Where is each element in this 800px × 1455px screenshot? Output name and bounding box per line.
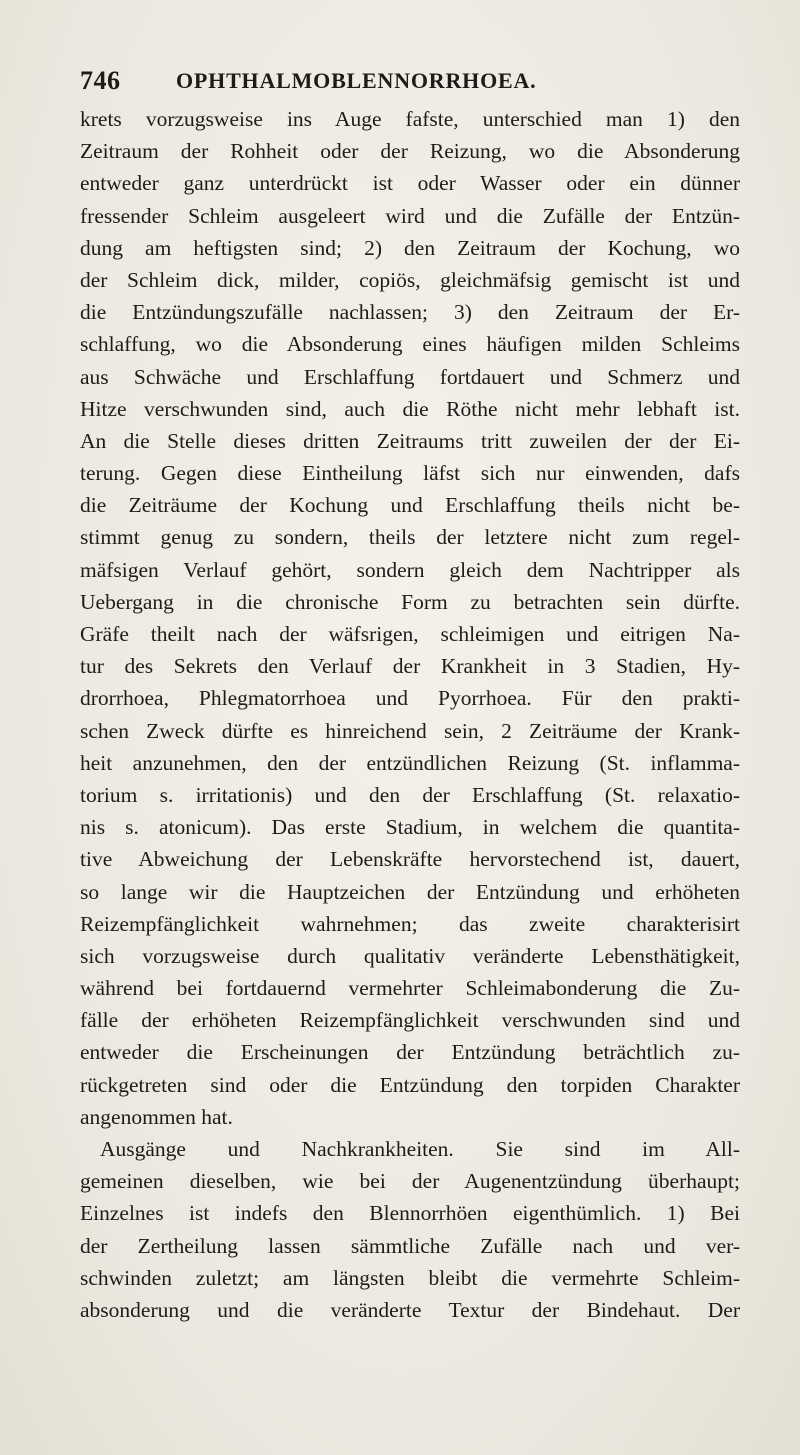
text-line: mäfsigen Verlauf gehört, sondern gleich dem Nachtripper als — [80, 557, 740, 582]
text-line: absonderung und die veränderte Textur der Bindehaut. Der — [80, 1297, 740, 1322]
text-line: Reizempfänglichkeit wahrnehmen; das zweite charakterisirt — [80, 911, 740, 936]
text-line: terung. Gegen diese Eintheilung läfst sich nur einwenden, dafs — [80, 461, 740, 486]
text-line: torium s. irritationis) und den der Erschlaffung (St. relaxatio- — [80, 782, 740, 807]
text-line: so lange wir die Hauptzeichen der Entzündung und erhöheten — [80, 879, 740, 904]
text-line: sich vorzugsweise durch qualitativ veränderte Lebensthätigkeit, — [80, 943, 740, 968]
text-line: rückgetreten sind oder die Entzündung den torpiden Charakter — [80, 1072, 740, 1097]
text-line: fälle der erhöheten Reizempfänglichkeit verschwunden sind und — [80, 1008, 740, 1033]
text-line: schen Zweck dürfte es hinreichend sein, 2 Zeiträume der Krank- — [80, 718, 740, 743]
text-line: krets vorzugsweise ins Auge fafste, unterschied man 1) den — [80, 107, 740, 131]
text-line: Hitze verschwunden sind, auch die Röthe nicht mehr lebhaft ist. — [80, 396, 740, 421]
text-line: tive Abweichung der Lebenskräfte hervorstechend ist, dauert, — [80, 847, 740, 872]
text-line: tur des Sekrets den Verlauf der Krankheit in 3 Stadien, Hy- — [80, 654, 740, 679]
text-line: aus Schwäche und Erschlaffung fortdauert und Schmerz und — [80, 364, 740, 389]
text-line: gemeinen dieselben, wie bei der Augenentzündung überhaupt; — [80, 1169, 740, 1194]
text-line: der Schleim dick, milder, copiös, gleichmäfsig gemischt ist und — [80, 267, 740, 292]
text-line: entweder die Erscheinungen der Entzündung beträchtlich zu- — [80, 1040, 740, 1065]
paragraph-end-line: angenommen hat. — [80, 1104, 233, 1129]
text-line: fressender Schleim ausgeleert wird und die Zufälle der Entzün- — [80, 203, 740, 228]
page-header — [80, 66, 740, 102]
text-line: schlaffung, wo die Absonderung eines häufigen milden Schleims — [80, 332, 740, 357]
section-heading-line: Ausgänge und Nachkrankheiten. Sie sind im All- — [100, 1137, 740, 1161]
text-line: die Zeiträume der Kochung und Erschlaffung theils nicht be- — [80, 493, 740, 518]
text-line: stimmt genug zu sondern, theils der letztere nicht zum regel- — [80, 525, 740, 550]
running-title: OPHTHALMOBLENNORRHOEA. — [176, 68, 537, 93]
text-line: An die Stelle dieses dritten Zeitraums tritt zuweilen der der Ei- — [80, 428, 740, 453]
text-line: Zeitraum der Rohheit oder der Reizung, wo die Absonderung — [80, 139, 740, 164]
text-line: während bei fortdauernd vermehrter Schleimabonderung die Zu- — [80, 976, 740, 1001]
text-line: drorrhoea, Phlegmatorrhoea und Pyorrhoea. Für den prakti- — [80, 686, 740, 711]
text-line: Einzelnes ist indefs den Blennorrhöen eigenthümlich. 1) Bei — [80, 1201, 740, 1226]
text-line: der Zertheilung lassen sämmtliche Zufälle nach und ver- — [80, 1233, 740, 1258]
text-line: schwinden zuletzt; am längsten bleibt die vermehrte Schleim- — [80, 1265, 740, 1290]
text-line: die Entzündungszufälle nachlassen; 3) den Zeitraum der Er- — [80, 300, 740, 325]
text-line: dung am heftigsten sind; 2) den Zeitraum der Kochung, wo — [80, 235, 740, 260]
text-line: Gräfe theilt nach der wäfsrigen, schleimigen und eitrigen Na- — [80, 622, 740, 646]
text-line: entweder ganz unterdrückt ist oder Wasser oder ein dünner — [80, 171, 740, 196]
text-line: Uebergang in die chronische Form zu betrachten sein dürfte. — [80, 589, 740, 614]
text-line: heit anzunehmen, den der entzündlichen Reizung (St. inflamma- — [80, 750, 740, 775]
text-line: nis s. atonicum). Das erste Stadium, in welchem die quantita- — [80, 815, 740, 840]
page-number: 746 — [80, 66, 121, 95]
body-text — [80, 103, 740, 1326]
